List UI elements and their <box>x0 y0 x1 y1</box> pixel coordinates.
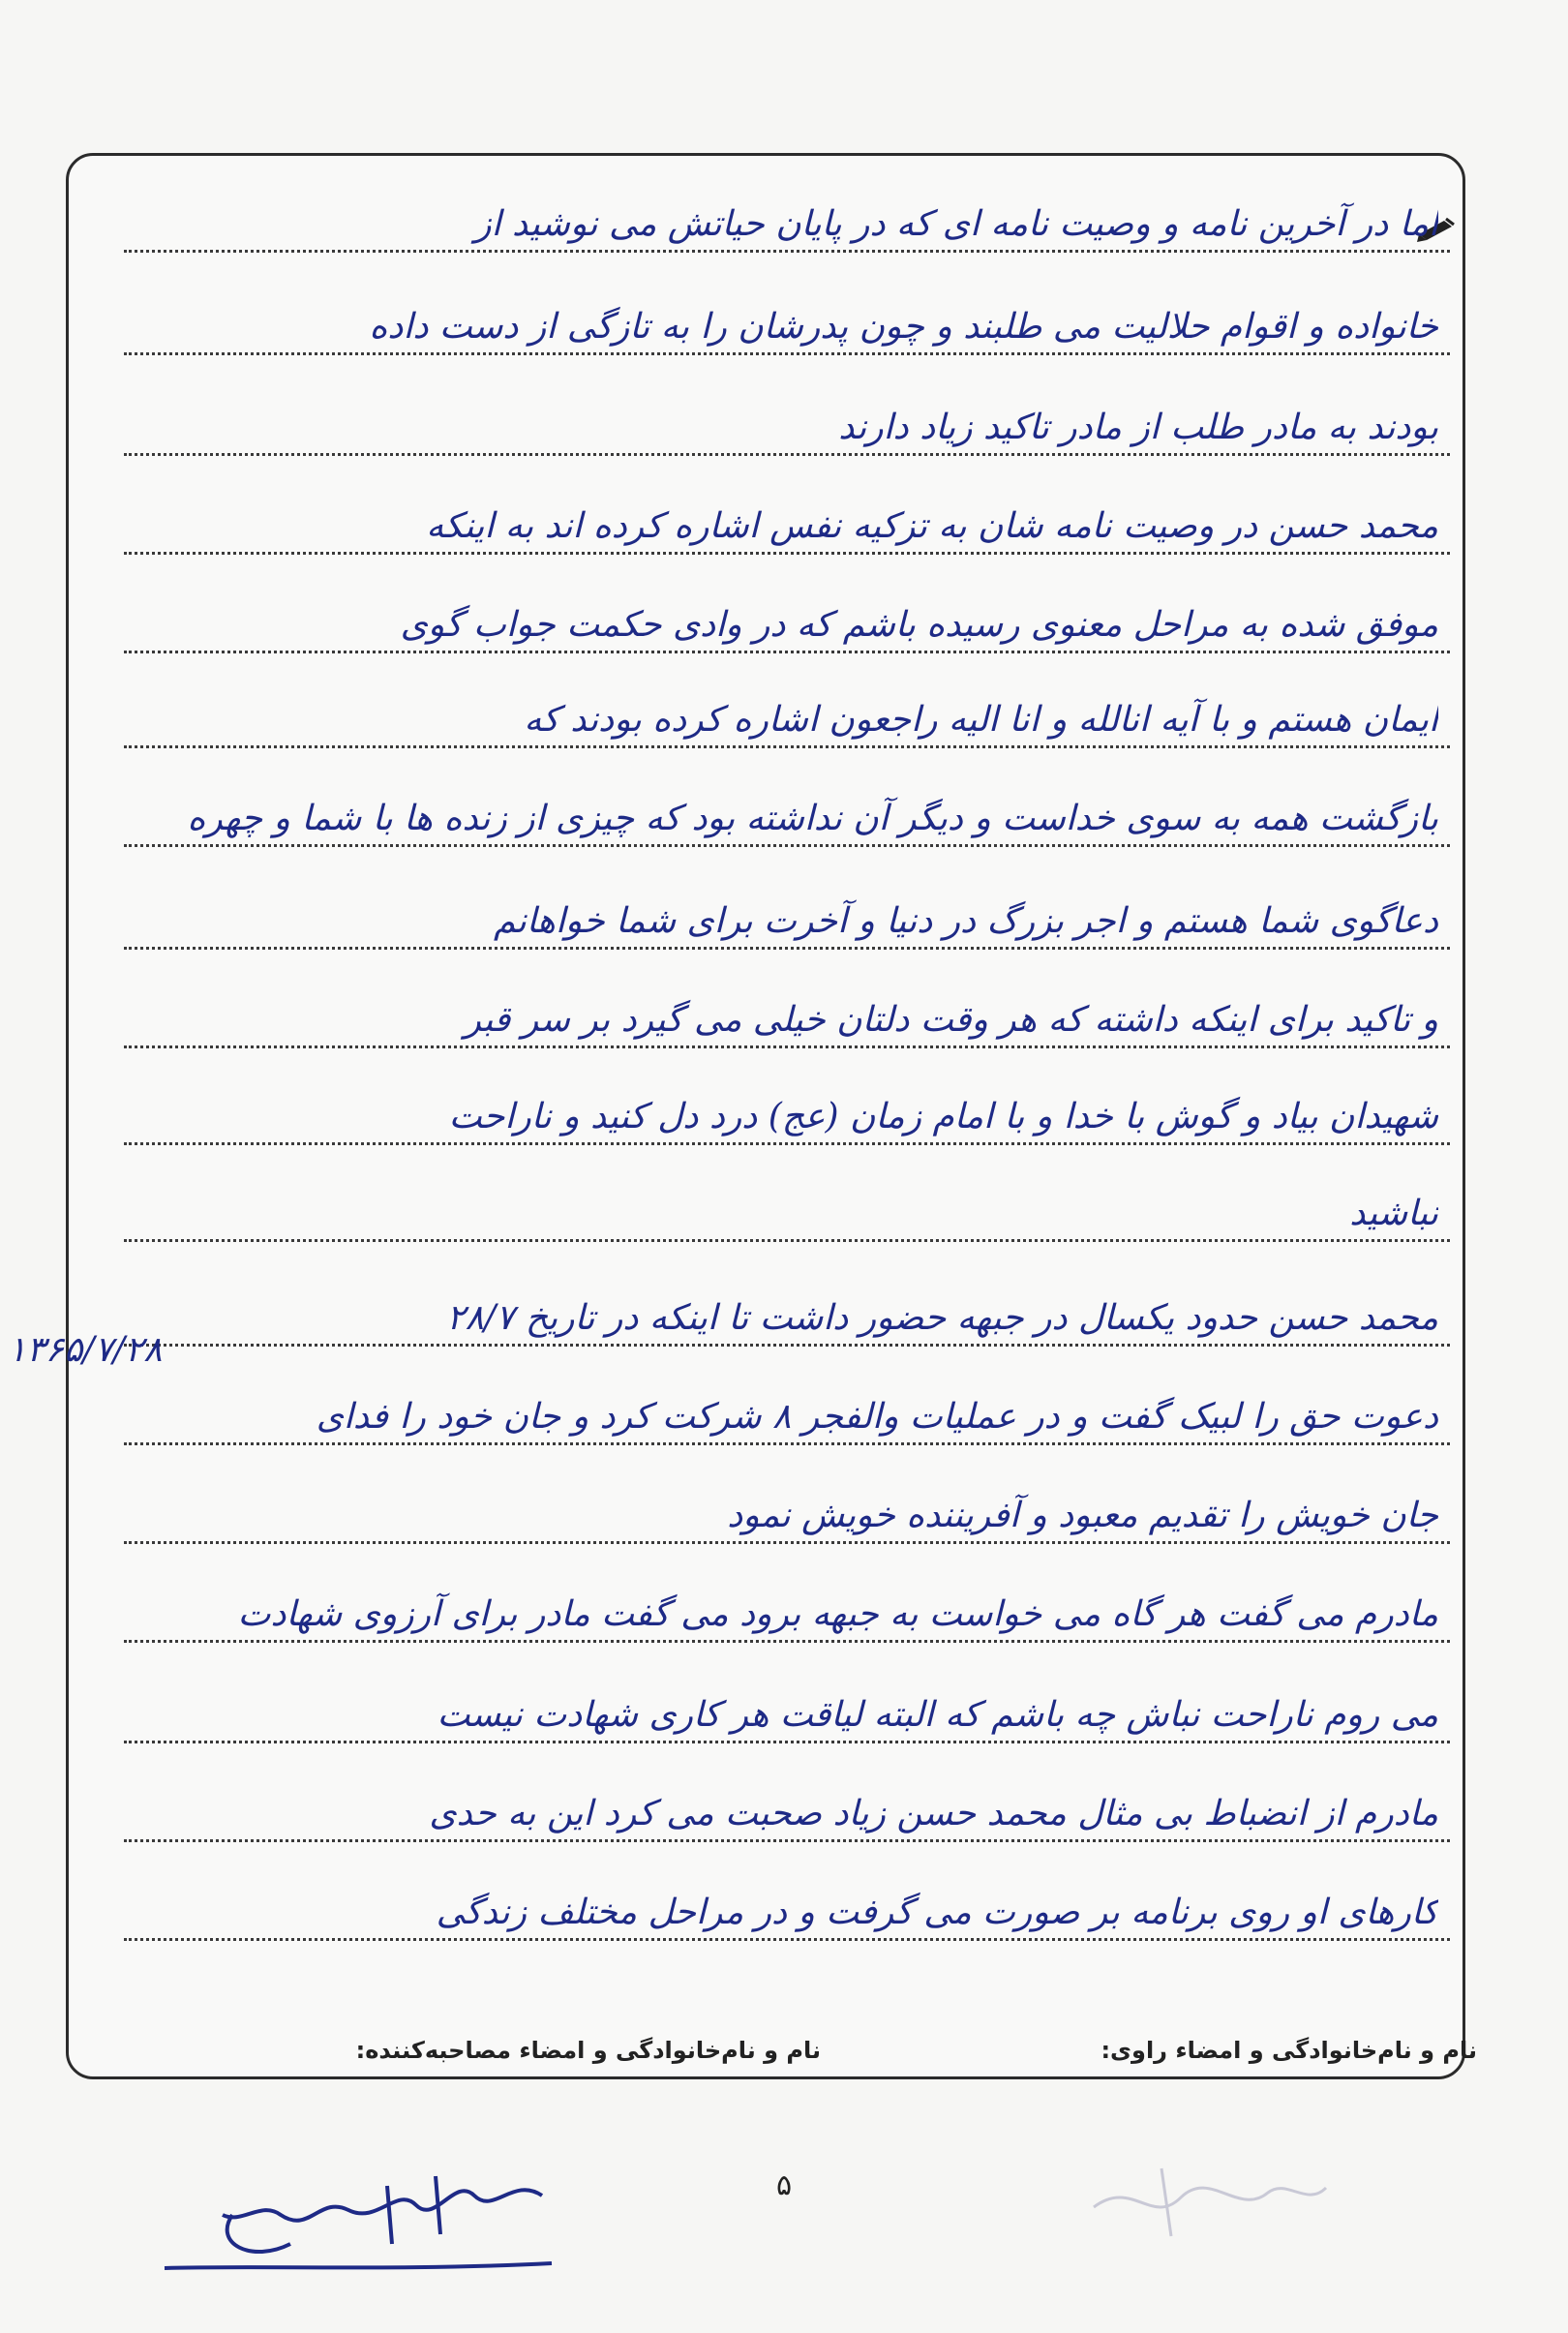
dotted-rule <box>124 651 1450 653</box>
dotted-rule <box>124 250 1450 253</box>
handwritten-line: مادرم از انضباط بی مثال محمد حسن زیاد صحبت می کرد این به حدی <box>429 1794 1438 1833</box>
handwritten-line: جان خویش را تقدیم معبود و آفریننده خویش نمود <box>727 1496 1438 1535</box>
dotted-rule <box>124 1938 1450 1941</box>
handwritten-line: ایمان هستم و با آیه انالله و انا الیه راجعون اشاره کرده بودند که <box>524 700 1438 740</box>
handwritten-line: محمد حسن حدود یکسال در جبهه حضور داشت تا اینکه در تاریخ ۲۸/۷ <box>446 1298 1438 1338</box>
handwritten-line: بازگشت همه به سوی خداست و دیگر آن نداشته بود که چیزی از زنده ها با شما و چهره <box>187 799 1438 838</box>
handwritten-line: شهیدان بیاد و گوش با خدا و با امام زمان (عج) درد دل کنید و ناراحت <box>448 1097 1438 1136</box>
handwritten-line: دعوت حق را لبیک گفت و در عملیات والفجر ۸ شرکت کرد و جان خود را فدای <box>316 1397 1438 1437</box>
interviewer-signature <box>1074 2139 1345 2256</box>
handwritten-line: نباشید <box>1349 1194 1438 1233</box>
dotted-rule <box>124 1239 1450 1242</box>
dotted-rule <box>124 745 1450 748</box>
handwritten-line: اما در آخرین نامه و وصیت نامه ای که در پایان حیاتش می نوشید از <box>474 204 1438 244</box>
handwritten-line: خانواده و اقوام حلالیت می طلبند و چون پدرشان را به تازگی از دست داده <box>369 307 1438 347</box>
handwritten-line: دعاگوی شما هستم و اجر بزرگ در دنیا و آخرت برای شما خواهانم <box>493 901 1438 941</box>
dotted-rule <box>124 552 1450 555</box>
handwritten-line: می روم ناراحت نباش چه باشم که البته لیاقت هر کاری شهادت نیست <box>437 1695 1438 1735</box>
dotted-rule <box>124 1442 1450 1445</box>
dotted-rule <box>124 1839 1450 1842</box>
dotted-rule <box>124 1344 1450 1347</box>
handwritten-line: بودند به مادر طلب از مادر تاکید زیاد دارند <box>838 408 1438 447</box>
margin-date: ۱۳۶۵/۷/۲۸ <box>8 1330 163 1370</box>
interviewer-signature-label: نام و نام‌خانوادگی و امضاء مصاحبه‌کننده: <box>355 2037 821 2064</box>
handwritten-line: و تاکید برای اینکه داشته که هر وقت دلتان خیلی می گیرد بر سر قبر <box>464 1000 1438 1040</box>
page-number: ۵ <box>776 2168 793 2202</box>
dotted-rule <box>124 1045 1450 1048</box>
dotted-rule <box>124 352 1450 355</box>
narrator-signature-label: نام و نام‌خانوادگی و امضاء راوی: <box>1101 2037 1477 2064</box>
handwritten-line: محمد حسن در وصیت نامه شان به تزکیه نفس اشاره کرده اند به اینکه <box>426 506 1438 546</box>
narrator-signature <box>145 2157 571 2283</box>
dotted-rule <box>124 1142 1450 1145</box>
dotted-rule <box>124 947 1450 950</box>
dotted-rule <box>124 1640 1450 1643</box>
handwritten-line: مادرم می گفت هر گاه می خواست به جبهه برود می گفت مادر برای آرزوی شهادت <box>237 1594 1438 1634</box>
handwritten-line: کارهای او روی برنامه بر صورت می گرفت و در مراحل مختلف زندگی <box>436 1893 1438 1932</box>
handwritten-line: موفق شده به مراحل معنوی رسیده باشم که در وادی حکمت جواب گوی <box>400 605 1438 645</box>
dotted-rule <box>124 1741 1450 1743</box>
dotted-rule <box>124 453 1450 456</box>
dotted-rule <box>124 844 1450 847</box>
dotted-rule <box>124 1541 1450 1544</box>
